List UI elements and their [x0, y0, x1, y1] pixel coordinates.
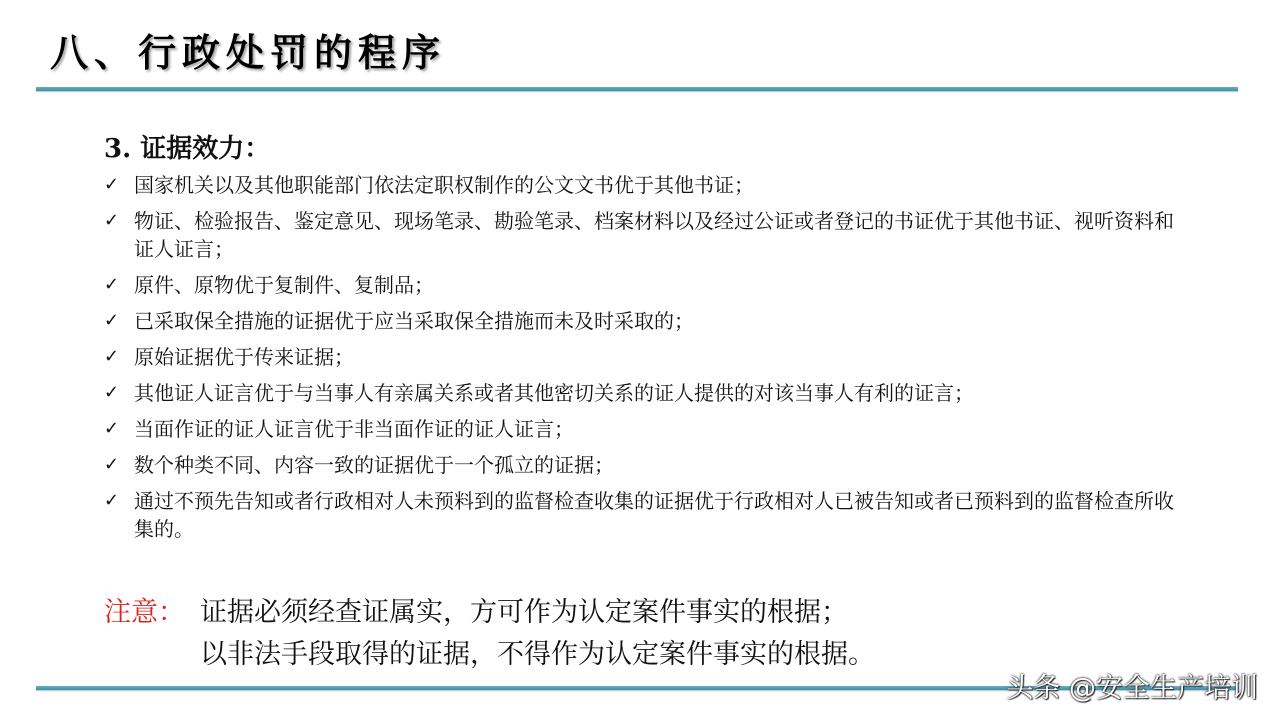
- checkmark-icon: ✓: [104, 490, 120, 511]
- checkmark-icon: ✓: [104, 454, 120, 475]
- checkmark-icon: ✓: [104, 310, 120, 331]
- top-divider: [36, 87, 1238, 91]
- list-item-text: 原始证据优于传来证据；: [134, 345, 354, 369]
- checkmark-icon: ✓: [104, 274, 120, 295]
- list-item: [104, 487, 1184, 543]
- list-item: [104, 415, 1184, 443]
- evidence-list: [104, 171, 1184, 551]
- list-item-text: 原件、原物优于复制件、复制品；: [134, 273, 434, 297]
- note-line-1: 证据必须经查证属实，方可作为认定案件事实的根据；: [200, 597, 848, 628]
- checkmark-icon: ✓: [104, 346, 120, 367]
- note-text: [200, 592, 1100, 676]
- checkmark-icon: ✓: [104, 210, 120, 231]
- note-line-2: 以非法手段取得的证据，不得作为认定案件事实的根据。: [200, 639, 875, 670]
- list-item-text: 当面作证的证人证言优于非当面作证的证人证言；: [134, 417, 574, 441]
- list-item-text: 数个种类不同、内容一致的证据优于一个孤立的证据；: [134, 453, 614, 477]
- checkmark-icon: ✓: [104, 382, 120, 403]
- list-item-text: 通过不预先告知或者行政相对人未预料到的监督检查收集的证据优于行政相对人已被告知或者已预料到的监督检查所收集的。: [134, 489, 1174, 541]
- list-item-text: 物证、检验报告、鉴定意见、现场笔录、勘验笔录、档案材料以及经过公证或者登记的书证优于其他书证、视听资料和证人证言；: [134, 209, 1174, 261]
- watermark: 头条 @安全生产培训: [1006, 673, 1258, 704]
- slide-title: 八、行政处罚的程序: [50, 30, 447, 75]
- list-item-text: 国家机关以及其他职能部门依法定职权制作的公文文书优于其他书证；: [134, 173, 754, 197]
- list-item: [104, 207, 1184, 263]
- list-item-text: 已采取保全措施的证据优于应当采取保全措施而未及时采取的；: [134, 309, 694, 333]
- section-heading: 3. 证据效力：: [104, 134, 271, 164]
- checkmark-icon: ✓: [104, 174, 120, 195]
- list-item: [104, 379, 1184, 407]
- list-item: [104, 451, 1184, 479]
- note-label: 注意：: [104, 597, 185, 628]
- list-item: [104, 271, 1184, 299]
- list-item: [104, 307, 1184, 335]
- checkmark-icon: ✓: [104, 418, 120, 439]
- list-item: [104, 343, 1184, 371]
- list-item-text: 其他证人证言优于与当事人有亲属关系或者其他密切关系的证人提供的对该当事人有利的证言；: [134, 381, 974, 405]
- list-item: [104, 171, 1184, 199]
